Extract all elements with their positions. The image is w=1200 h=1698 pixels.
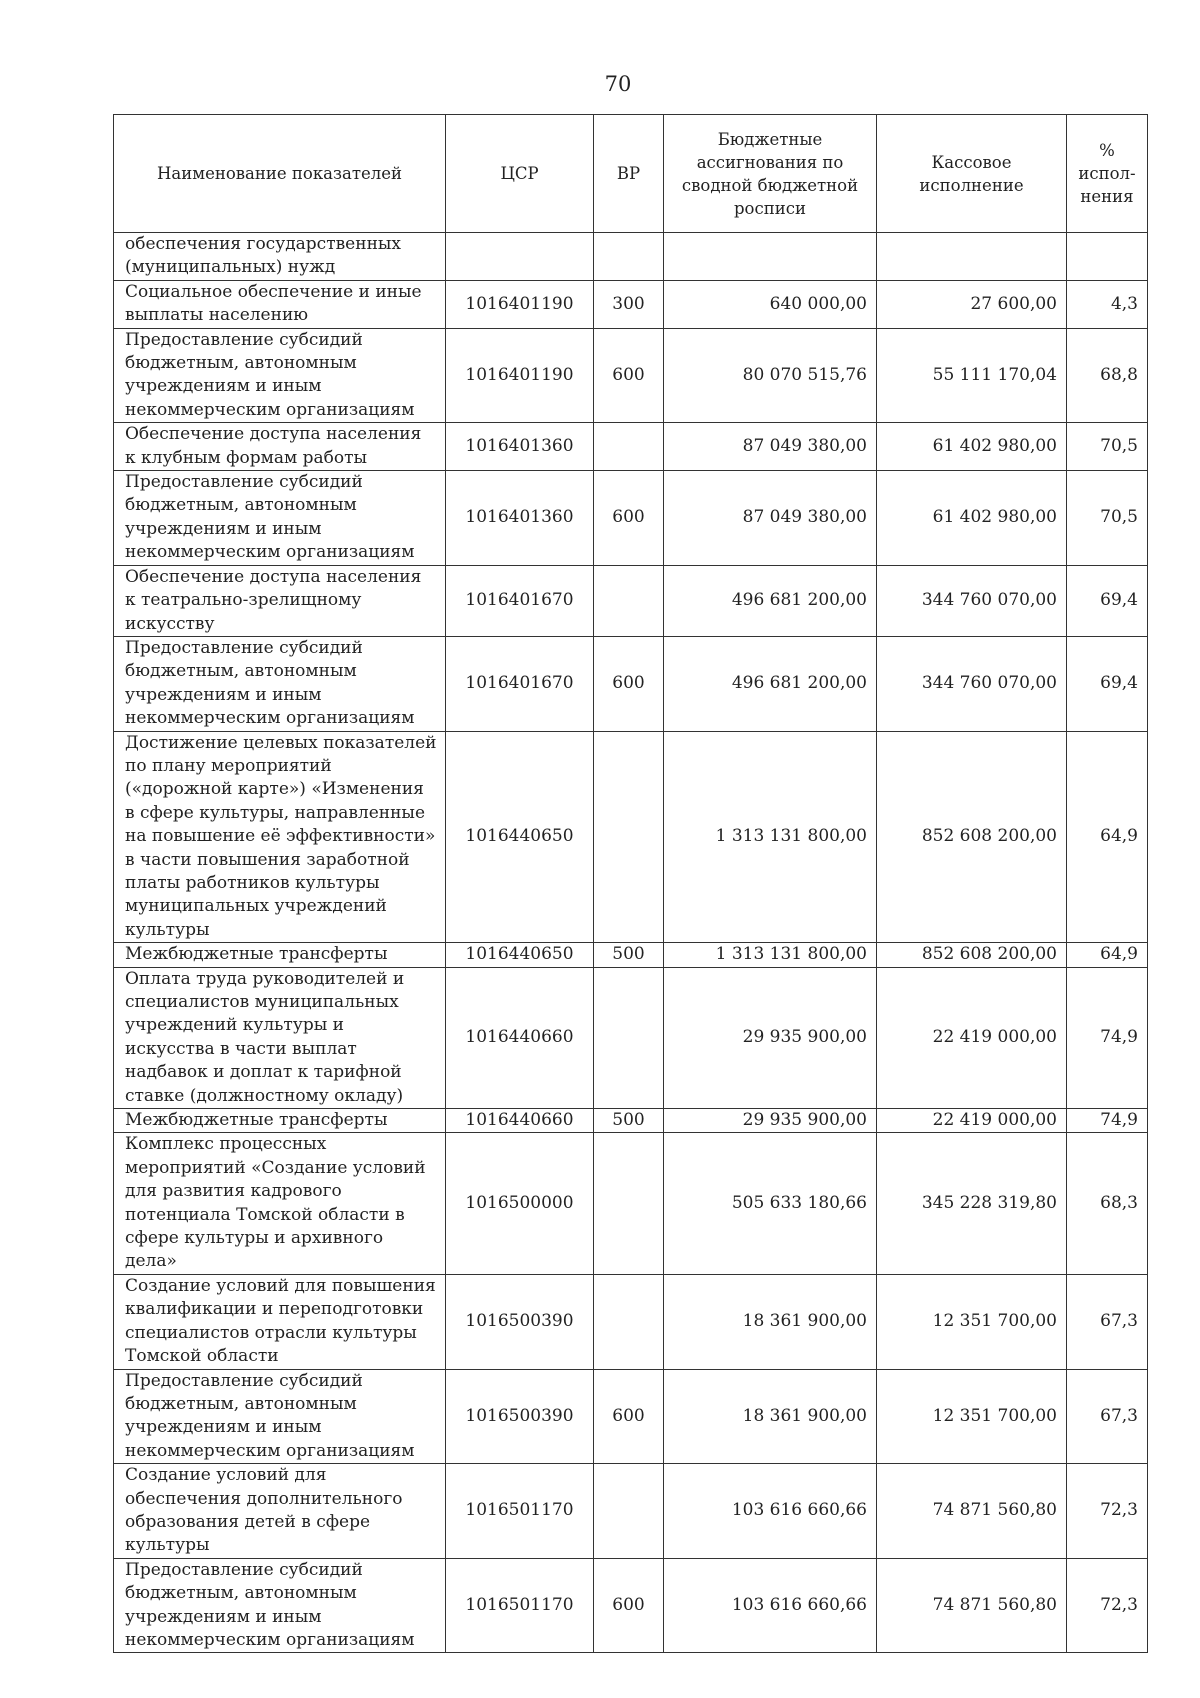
row-percent: 67,3 bbox=[1067, 1369, 1148, 1464]
row-vr: 500 bbox=[594, 943, 664, 967]
header-vr: ВР bbox=[594, 115, 664, 233]
row-vr bbox=[594, 233, 664, 281]
row-budget: 505 633 180,66 bbox=[664, 1133, 877, 1274]
row-csr: 1016401360 bbox=[446, 471, 594, 566]
row-name: Предоставление субсидий бюджетным, автономным учреждениям и иным некоммерческим организациям bbox=[114, 636, 446, 731]
row-vr bbox=[594, 967, 664, 1108]
header-percent-line2: испол- bbox=[1078, 164, 1136, 183]
page-number: 70 bbox=[604, 72, 632, 96]
row-cash: 55 111 170,04 bbox=[877, 328, 1067, 423]
row-percent: 70,5 bbox=[1067, 423, 1148, 471]
row-vr bbox=[594, 1464, 664, 1559]
header-percent bbox=[1067, 115, 1148, 233]
row-cash: 22 419 000,00 bbox=[877, 1109, 1067, 1133]
table-row bbox=[114, 943, 1148, 967]
row-cash: 74 871 560,80 bbox=[877, 1558, 1067, 1653]
row-cash: 345 228 319,80 bbox=[877, 1133, 1067, 1274]
row-vr: 600 bbox=[594, 1558, 664, 1653]
table-row bbox=[114, 731, 1148, 943]
row-vr: 600 bbox=[594, 471, 664, 566]
row-name: Оплата труда руководителей и специалистов муниципальных учреждений культуры и искусства в части выплат надбавок и доплат к тарифной ставке (должностному окладу) bbox=[114, 967, 446, 1108]
row-percent: 67,3 bbox=[1067, 1274, 1148, 1369]
row-cash: 61 402 980,00 bbox=[877, 471, 1067, 566]
row-budget bbox=[664, 233, 877, 281]
row-csr: 1016500390 bbox=[446, 1274, 594, 1369]
row-vr: 600 bbox=[594, 328, 664, 423]
row-cash: 12 351 700,00 bbox=[877, 1369, 1067, 1464]
row-csr: 1016401190 bbox=[446, 280, 594, 328]
row-cash: 22 419 000,00 bbox=[877, 967, 1067, 1108]
row-vr bbox=[594, 423, 664, 471]
row-name: Межбюджетные трансферты bbox=[114, 943, 446, 967]
header-csr: ЦСР bbox=[446, 115, 594, 233]
budget-execution-table bbox=[113, 114, 1148, 1653]
row-cash: 12 351 700,00 bbox=[877, 1274, 1067, 1369]
row-name: Обеспечение доступа населения к клубным формам работы bbox=[114, 423, 446, 471]
row-vr bbox=[594, 1133, 664, 1274]
header-budget: Бюджетные ассигнования по сводной бюджетной росписи bbox=[664, 115, 877, 233]
row-percent: 69,4 bbox=[1067, 565, 1148, 636]
row-vr: 600 bbox=[594, 1369, 664, 1464]
header-percent-line1: % bbox=[1099, 141, 1115, 160]
row-budget: 496 681 200,00 bbox=[664, 636, 877, 731]
table-row bbox=[114, 280, 1148, 328]
table-row bbox=[114, 967, 1148, 1108]
table-row bbox=[114, 1109, 1148, 1133]
row-name: Межбюджетные трансферты bbox=[114, 1109, 446, 1133]
table-row bbox=[114, 636, 1148, 731]
row-percent: 69,4 bbox=[1067, 636, 1148, 731]
row-csr: 1016500000 bbox=[446, 1133, 594, 1274]
row-csr: 1016501170 bbox=[446, 1464, 594, 1559]
table-row bbox=[114, 1274, 1148, 1369]
row-vr: 600 bbox=[594, 636, 664, 731]
row-percent: 68,3 bbox=[1067, 1133, 1148, 1274]
row-percent: 64,9 bbox=[1067, 943, 1148, 967]
table-row bbox=[114, 471, 1148, 566]
row-budget: 80 070 515,76 bbox=[664, 328, 877, 423]
row-budget: 18 361 900,00 bbox=[664, 1369, 877, 1464]
row-name: Достижение целевых показателей по плану мероприятий («дорожной карте») «Изменения в сфере культуры, направленные на повышение её эффективности» в части повышения заработной платы работников культуры муниципальных учреждений культуры bbox=[114, 731, 446, 943]
table-header-row bbox=[114, 115, 1148, 233]
row-cash: 344 760 070,00 bbox=[877, 636, 1067, 731]
row-percent: 70,5 bbox=[1067, 471, 1148, 566]
row-csr: 1016440650 bbox=[446, 943, 594, 967]
table-row bbox=[114, 1133, 1148, 1274]
row-percent bbox=[1067, 233, 1148, 281]
header-cash: Кассовое исполнение bbox=[877, 115, 1067, 233]
row-name: Создание условий для повышения квалификации и переподготовки специалистов отрасли культуры Томской области bbox=[114, 1274, 446, 1369]
row-csr: 1016440660 bbox=[446, 967, 594, 1108]
row-cash: 61 402 980,00 bbox=[877, 423, 1067, 471]
header-name: Наименование показателей bbox=[114, 115, 446, 233]
row-csr: 1016401360 bbox=[446, 423, 594, 471]
row-name: Социальное обеспечение и иные выплаты населению bbox=[114, 280, 446, 328]
row-name: Создание условий для обеспечения дополнительного образования детей в сфере культуры bbox=[114, 1464, 446, 1559]
row-cash: 344 760 070,00 bbox=[877, 565, 1067, 636]
row-name: Обеспечение доступа населения к театрально-зрелищному искусству bbox=[114, 565, 446, 636]
row-vr bbox=[594, 565, 664, 636]
row-csr: 1016501170 bbox=[446, 1558, 594, 1653]
row-budget: 103 616 660,66 bbox=[664, 1464, 877, 1559]
table-row bbox=[114, 1464, 1148, 1559]
row-name: Комплекс процессных мероприятий «Создание условий для развития кадрового потенциала Томской области в сфере культуры и архивного дела» bbox=[114, 1133, 446, 1274]
row-name: Предоставление субсидий бюджетным, автономным учреждениям и иным некоммерческим организациям bbox=[114, 328, 446, 423]
row-csr bbox=[446, 233, 594, 281]
row-percent: 74,9 bbox=[1067, 967, 1148, 1108]
row-budget: 87 049 380,00 bbox=[664, 423, 877, 471]
table-row bbox=[114, 1369, 1148, 1464]
table-row bbox=[114, 565, 1148, 636]
row-budget: 87 049 380,00 bbox=[664, 471, 877, 566]
row-name: Предоставление субсидий бюджетным, автономным учреждениям и иным некоммерческим организациям bbox=[114, 1558, 446, 1653]
row-cash bbox=[877, 233, 1067, 281]
row-vr: 500 bbox=[594, 1109, 664, 1133]
row-csr: 1016500390 bbox=[446, 1369, 594, 1464]
row-vr bbox=[594, 1274, 664, 1369]
row-budget: 496 681 200,00 bbox=[664, 565, 877, 636]
row-csr: 1016401190 bbox=[446, 328, 594, 423]
row-percent: 64,9 bbox=[1067, 731, 1148, 943]
row-budget: 29 935 900,00 bbox=[664, 967, 877, 1108]
row-name: Предоставление субсидий бюджетным, автономным учреждениям и иным некоммерческим организациям bbox=[114, 471, 446, 566]
header-percent-line3: нения bbox=[1080, 187, 1134, 206]
row-percent: 74,9 bbox=[1067, 1109, 1148, 1133]
row-percent: 72,3 bbox=[1067, 1464, 1148, 1559]
table-row bbox=[114, 1558, 1148, 1653]
row-csr: 1016401670 bbox=[446, 565, 594, 636]
row-cash: 852 608 200,00 bbox=[877, 943, 1067, 967]
row-budget: 1 313 131 800,00 bbox=[664, 731, 877, 943]
row-percent: 4,3 bbox=[1067, 280, 1148, 328]
row-vr: 300 bbox=[594, 280, 664, 328]
row-cash: 852 608 200,00 bbox=[877, 731, 1067, 943]
table-row bbox=[114, 233, 1148, 281]
row-budget: 103 616 660,66 bbox=[664, 1558, 877, 1653]
row-cash: 74 871 560,80 bbox=[877, 1464, 1067, 1559]
row-budget: 29 935 900,00 bbox=[664, 1109, 877, 1133]
row-name: обеспечения государственных (муниципальных) нужд bbox=[114, 233, 446, 281]
row-budget: 18 361 900,00 bbox=[664, 1274, 877, 1369]
row-vr bbox=[594, 731, 664, 943]
table-row bbox=[114, 423, 1148, 471]
row-csr: 1016440650 bbox=[446, 731, 594, 943]
row-budget: 1 313 131 800,00 bbox=[664, 943, 877, 967]
row-cash: 27 600,00 bbox=[877, 280, 1067, 328]
row-budget: 640 000,00 bbox=[664, 280, 877, 328]
row-name: Предоставление субсидий бюджетным, автономным учреждениям и иным некоммерческим организациям bbox=[114, 1369, 446, 1464]
row-percent: 72,3 bbox=[1067, 1558, 1148, 1653]
table-row bbox=[114, 328, 1148, 423]
row-percent: 68,8 bbox=[1067, 328, 1148, 423]
row-csr: 1016401670 bbox=[446, 636, 594, 731]
row-csr: 1016440660 bbox=[446, 1109, 594, 1133]
